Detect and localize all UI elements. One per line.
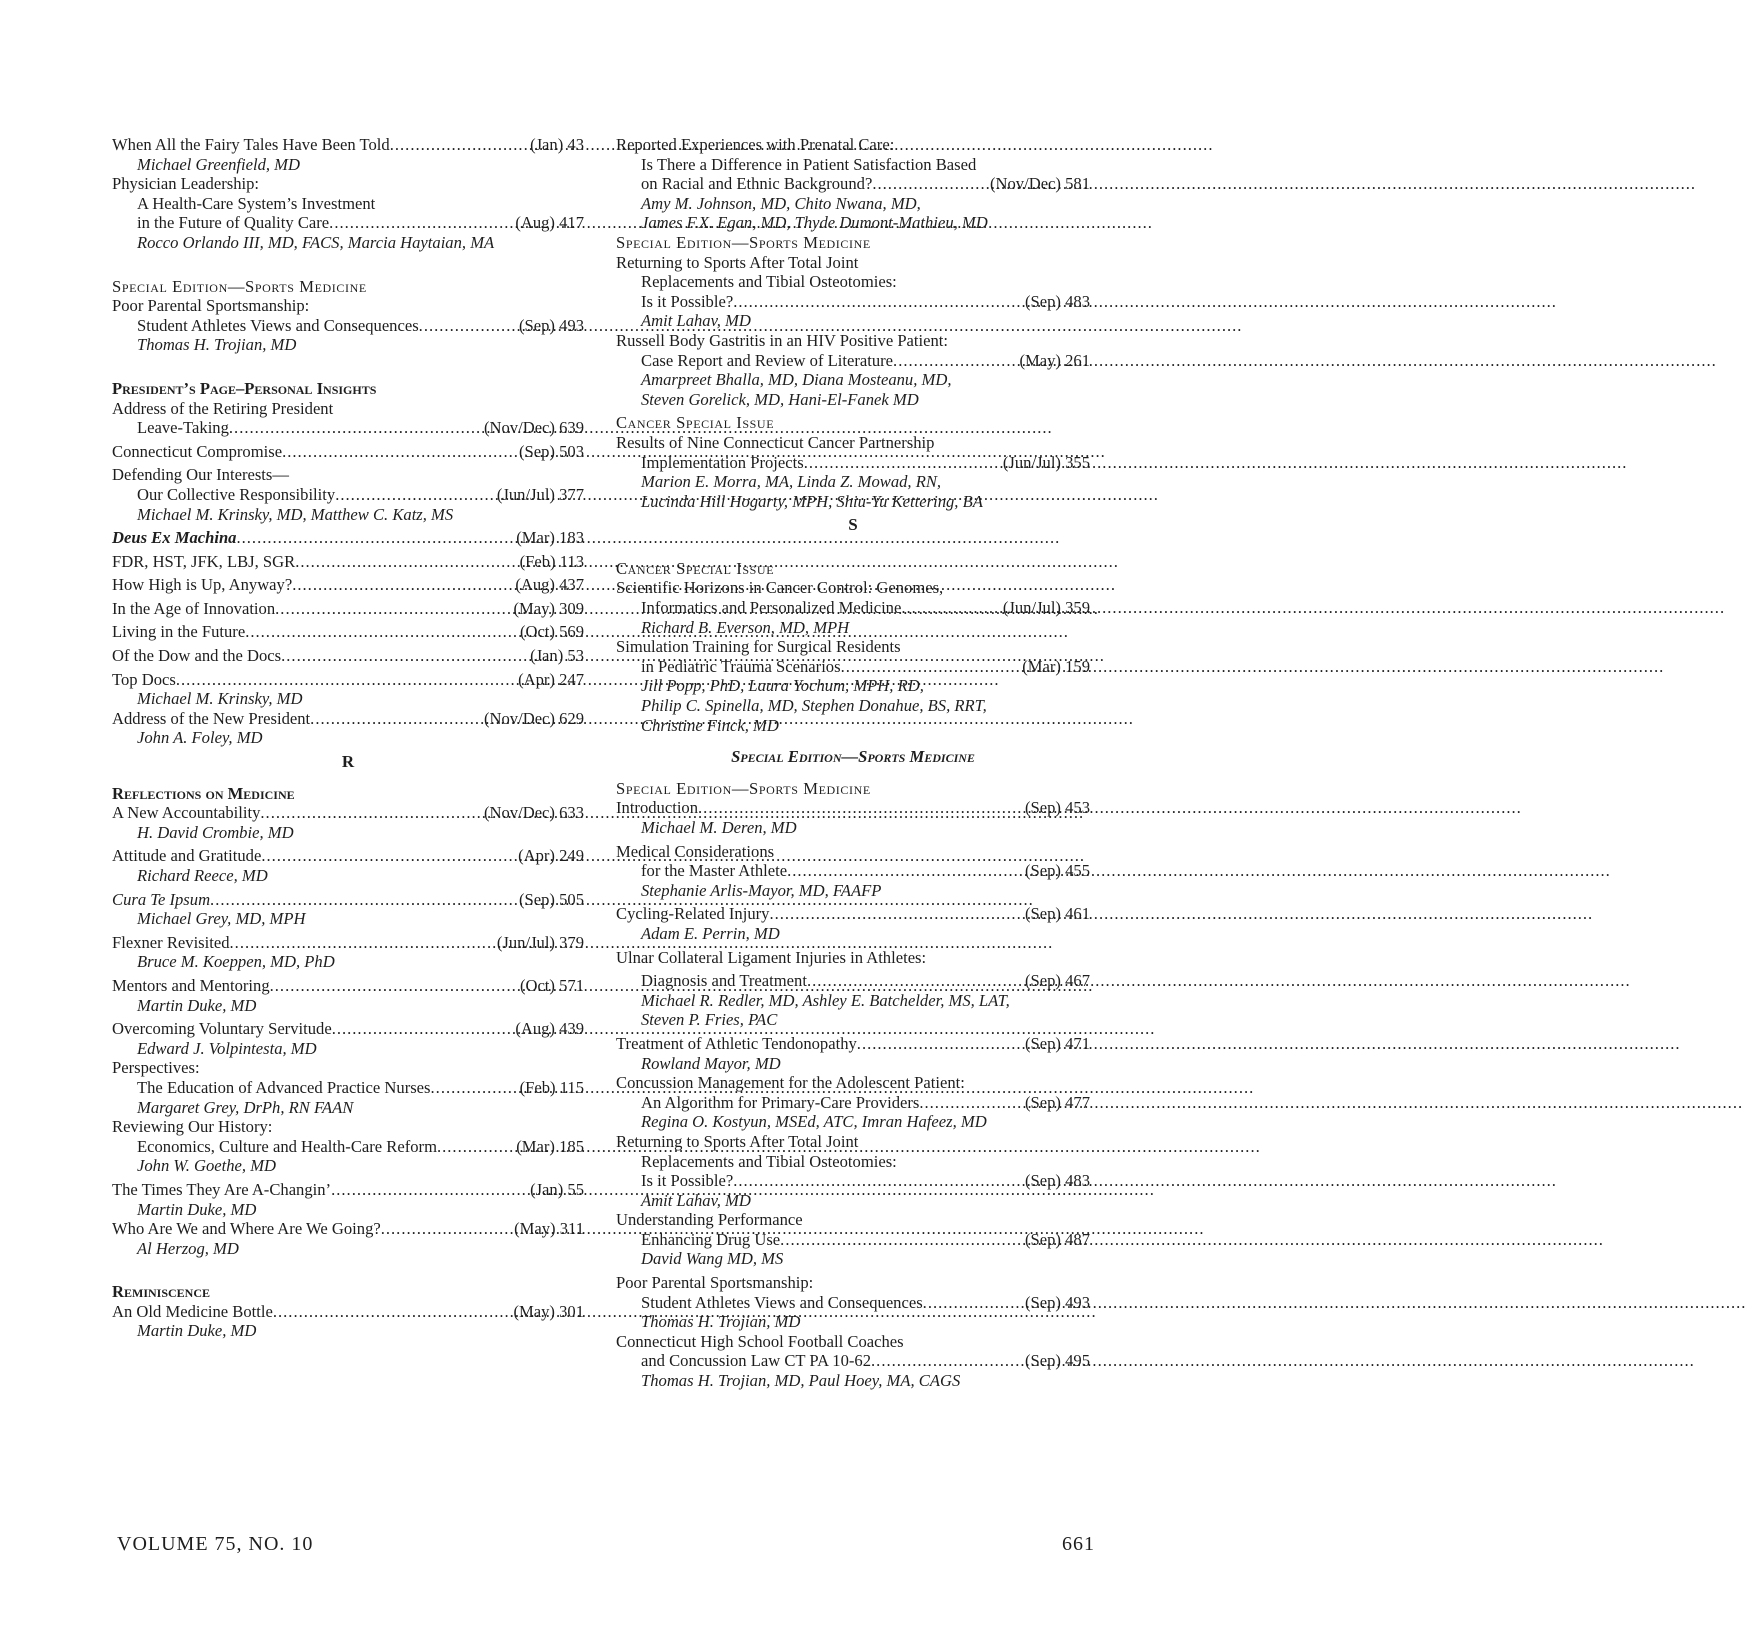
- author-line: Lucinda Hill Hogarty, MPH, Shiu-Yu Kettering, BA: [641, 491, 983, 511]
- author-line: Edward J. Volpintesta, MD: [137, 1038, 317, 1058]
- entry-title-line: Reported Experiences with Prenatal Care:: [616, 135, 895, 154]
- index-entry: Flexner Revisited ..... (Jun/Jul) 379: [112, 933, 584, 953]
- index-entry: Who Are We and Where Are We Going? ..... (May) 311: [112, 1219, 584, 1239]
- entry-title-line: Returning to Sports After Total Joint: [616, 252, 859, 272]
- index-entry: Student Athletes Views and Consequences ..... (Sep) 493: [112, 316, 584, 336]
- index-entry: An Algorithm for Primary-Care Providers ..... (Sep) 477: [616, 1093, 1090, 1113]
- index-entry: An Old Medicine Bottle ..... (May) 301: [112, 1302, 584, 1322]
- author-line: Steven P. Fries, PAC: [641, 1010, 778, 1030]
- index-entry: FDR, HST, JFK, LBJ, SGR ..... (Feb) 113: [112, 552, 584, 572]
- entry-title-line: Physician Leadership:: [112, 174, 260, 194]
- author-line: Amy M. Johnson, MD, Chito Nwana, MD,: [641, 193, 921, 213]
- index-entry: in Pediatric Trauma Scenarios ..... (Mar) 159: [616, 657, 1090, 677]
- author-line: Christine Finck, MD: [641, 715, 779, 735]
- index-entry: Our Collective Responsibility ..... (Jun/Jul) 377: [112, 485, 584, 505]
- author-line: H. David Crombie, MD: [137, 822, 294, 842]
- index-entry: Living in the Future ..... (Oct) 569: [112, 622, 584, 642]
- index-entry: on Racial and Ethnic Background? ..... (Nov/Dec) 581: [616, 174, 1090, 194]
- author-line: Steven Gorelick, MD, Hani-El-Fanek MD: [641, 389, 919, 409]
- author-line: Al Herzog, MD: [137, 1238, 239, 1258]
- entry-title-line: Poor Parental Sportsmanship:: [616, 1273, 814, 1293]
- author-line: Michael Greenfield, MD: [137, 154, 300, 174]
- index-entry: Enhancing Drug Use ..... (Sep) 487: [616, 1230, 1090, 1250]
- entry-title-line: Returning to Sports After Total Joint: [616, 1131, 859, 1151]
- section-heading: President’s Page–Personal Insights: [112, 378, 377, 398]
- author-line: Adam E. Perrin, MD: [641, 923, 780, 943]
- section-heading: Special Edition—Sports Medicine: [616, 232, 871, 252]
- index-entry: Cura Te Ipsum ..... (Sep) 505: [112, 890, 584, 910]
- entry-title-line: Simulation Training for Surgical Residents: [616, 637, 901, 657]
- index-entry: Connecticut Compromise ..... (Sep) 503: [112, 442, 584, 462]
- author-line: Michael M. Deren, MD: [641, 818, 797, 837]
- entry-title-line: Concussion Management for the Adolescent Patient:: [616, 1073, 965, 1093]
- left-column: [112, 135, 584, 1341]
- index-entry: Attitude and Gratitude ..... (Apr) 249: [112, 846, 584, 866]
- index-entry: Mentors and Mentoring ..... (Oct) 571: [112, 976, 584, 996]
- entry-title-line: Connecticut High School Football Coaches: [616, 1331, 904, 1351]
- index-entry: How High is Up, Anyway? ..... (Aug) 437: [112, 575, 584, 595]
- index-entry: Of the Dow and the Docs ..... (Jan) 53: [112, 646, 584, 666]
- index-entry: In the Age of Innovation ..... (May) 309: [112, 599, 584, 619]
- author-line: Rocco Orlando III, MD, FACS, Marcia Haytaian, MA: [137, 232, 495, 252]
- index-entry: Diagnosis and Treatment ..... (Sep) 467: [616, 971, 1090, 991]
- index-entry: Overcoming Voluntary Servitude ..... (Aug) 439: [112, 1019, 584, 1039]
- page-number: 661: [1062, 1533, 1095, 1555]
- index-entry: The Education of Advanced Practice Nurses ..... (Feb) 115: [112, 1078, 584, 1098]
- entry-title-line: Medical Considerations: [616, 841, 775, 861]
- author-line: Amarpreet Bhalla, MD, Diana Mosteanu, MD,: [641, 370, 952, 390]
- section-heading: Reflections on Medicine: [112, 783, 295, 803]
- author-line: Thomas H. Trojian, MD: [137, 335, 297, 355]
- section-letter: R: [341, 752, 355, 772]
- author-line: Richard Reece, MD: [137, 866, 268, 885]
- author-line: Thomas H. Trojian, MD, Paul Hoey, MA, CAGS: [641, 1371, 961, 1391]
- author-line: Marion E. Morra, MA, Linda Z. Mowad, RN,: [641, 472, 942, 492]
- author-line: Michael M. Krinsky, MD: [137, 689, 303, 709]
- entry-title-line: Replacements and Tibial Osteotomies:: [641, 1151, 897, 1171]
- author-line: Amit Lahav, MD: [641, 311, 751, 331]
- entry-title-line: Is There a Difference in Patient Satisfaction Based: [641, 154, 977, 174]
- section-heading: Cancer Special Issue: [616, 413, 775, 433]
- index-entry: Student Athletes Views and Consequences ..... (Sep) 493: [616, 1293, 1090, 1313]
- author-line: Bruce M. Koeppen, MD, PhD: [137, 952, 335, 972]
- entry-title-line: Replacements and Tibial Osteotomies:: [641, 272, 897, 292]
- entry-title-line: Results of Nine Connecticut Cancer Partnership: [616, 432, 935, 452]
- entry-title-line: Reviewing Our History:: [112, 1117, 273, 1137]
- volume-footer: VOLUME 75, NO. 10: [117, 1533, 314, 1555]
- section-heading: Special Edition—Sports Medicine: [616, 778, 871, 798]
- author-line: Michael M. Krinsky, MD, Matthew C. Katz, MS: [137, 504, 454, 524]
- author-line: Amit Lahav, MD: [641, 1190, 751, 1210]
- index-entry: Treatment of Athletic Tendonopathy ..... (Sep) 471: [616, 1034, 1090, 1054]
- index-entry: Case Report and Review of Literature ..... (May) 261: [616, 351, 1090, 371]
- author-line: Philip C. Spinella, MD, Stephen Donahue, BS, RRT,: [641, 696, 987, 716]
- author-line: Richard B. Everson, MD, MPH: [641, 617, 850, 637]
- section-letter: S: [848, 515, 858, 535]
- author-line: John A. Foley, MD: [137, 728, 263, 748]
- author-line: James F.X. Egan, MD, Thyde Dumont-Mathieu, MD: [641, 213, 988, 233]
- author-line: Rowland Mayor, MD: [641, 1053, 781, 1073]
- index-entry: A New Accountability ..... (Nov/Dec) 633: [112, 803, 584, 823]
- entry-title-line: Russell Body Gastritis in an HIV Positive Patient:: [616, 330, 949, 350]
- index-entry: Deus Ex Machina ..... (Mar) 183: [112, 528, 584, 548]
- index-entry: Is it Possible? ..... (Sep) 483: [616, 1171, 1090, 1191]
- author-line: Michael Grey, MD, MPH: [137, 909, 306, 929]
- author-line: John W. Goethe, MD: [137, 1156, 277, 1176]
- index-entry: Cycling-Related Injury ..... (Sep) 461: [616, 904, 1090, 924]
- author-line: Margaret Grey, DrPh, RN FAAN: [137, 1097, 354, 1117]
- index-entry: and Concussion Law CT PA 10-62 ..... (Sep) 495: [616, 1351, 1090, 1371]
- index-entry: Leave-Taking ..... (Nov/Dec) 639: [112, 418, 584, 438]
- index-entry: in the Future of Quality Care ..... (Aug) 417: [112, 213, 584, 233]
- author-line: Martin Duke, MD: [137, 995, 257, 1015]
- entry-title-line: Poor Parental Sportsmanship:: [112, 296, 310, 316]
- index-entry: for the Master Athlete ..... (Sep) 455: [616, 861, 1090, 881]
- entry-title-line: A Health-Care System’s Investment: [137, 193, 376, 213]
- index-entry: Introduction ..... (Sep) 453: [616, 798, 1090, 818]
- index-entry: Implementation Projects ..... (Jun/Jul) 355: [616, 453, 1090, 473]
- section-heading: Cancer Special Issue: [616, 558, 775, 578]
- right-column: [616, 135, 1090, 1391]
- index-entry: When All the Fairy Tales Have Been Told ..... (Jan) 43: [112, 135, 584, 155]
- section-heading: Special Edition—Sports Medicine: [112, 276, 367, 296]
- entry-title-line: Perspectives:: [112, 1058, 200, 1078]
- section-heading: Reminiscence: [112, 1282, 210, 1302]
- entry-title-line: Understanding Performance: [616, 1210, 803, 1230]
- author-line: Stephanie Arlis-Mayor, MD, FAAFP: [641, 880, 882, 900]
- entry-title-line: Scientific Horizons in Cancer Control: Genomes,: [616, 578, 944, 598]
- entry-title-line: Defending Our Interests—: [112, 465, 289, 485]
- author-line: Regina O. Kostyun, MSEd, ATC, Imran Hafeez, MD: [641, 1112, 987, 1132]
- index-entry: Informatics and Personalized Medicine ..... (Jun/Jul) 359: [616, 598, 1090, 618]
- index-entry: Economics, Culture and Health-Care Reform ..... (Mar) 185: [112, 1137, 584, 1157]
- index-entry: Address of the New President ..... (Nov/Dec) 629: [112, 709, 584, 729]
- index-entry: Is it Possible? ..... (Sep) 483: [616, 292, 1090, 312]
- centered-section-heading: Special Edition—Sports Medicine: [731, 747, 975, 767]
- index-entry: Top Docs ..... (Apr) 247: [112, 670, 584, 690]
- author-line: Michael R. Redler, MD, Ashley E. Batchelder, MS, LAT,: [641, 990, 1010, 1010]
- author-line: Martin Duke, MD: [137, 1321, 257, 1341]
- author-line: Jill Popp, PhD, Laura Yochum, MPH, RD,: [641, 676, 924, 696]
- author-line: Thomas H. Trojian, MD: [641, 1312, 801, 1332]
- entry-title-line: Address of the Retiring President: [112, 398, 334, 418]
- author-line: Martin Duke, MD: [137, 1199, 257, 1219]
- entry-title-line: Ulnar Collateral Ligament Injuries in Athletes:: [616, 947, 927, 967]
- author-line: David Wang MD, MS: [641, 1249, 784, 1269]
- index-entry: The Times They Are A-Changin’ ..... (Jan) 55: [112, 1180, 584, 1200]
